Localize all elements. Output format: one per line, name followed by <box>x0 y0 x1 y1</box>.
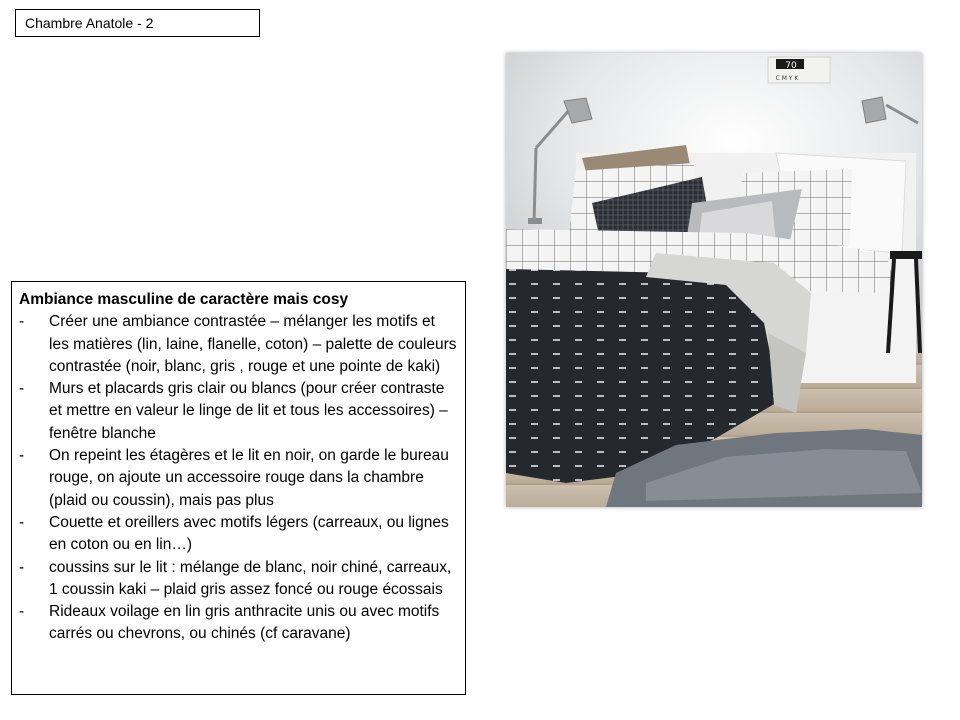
bullet-list <box>19 311 457 645</box>
wall-poster <box>768 57 830 83</box>
bedroom-photo <box>506 53 922 507</box>
bullet-text: Créer une ambiance contrastée – mélanger les motifs et les matières (lin, laine, flanelle, coton) – palette de couleurs contrastée (noir, blanc, gris , rouge et une pointe de kaki) <box>49 313 457 375</box>
bullet-text: Couette et oreillers avec motifs légers (carreaux, ou lignes en coton ou en lin…) <box>49 513 449 554</box>
list-item <box>19 557 457 602</box>
poster-letters: C M Y K <box>775 75 799 82</box>
slide-title: Chambre Anatole - 2 <box>15 9 260 37</box>
bullet-text: On repeint les étagères et le lit en noir, on garde le bureau rouge, on ajoute un accessoire rouge dans la chambre (plaid ou coussin), mais pas plus <box>49 447 449 509</box>
bullet-text: Murs et placards gris clair ou blancs (pour créer contraste et mettre en valeur le linge de lit et tous les accessoires) – fenêtre blanche <box>49 380 448 442</box>
bullet-dash: - <box>19 513 25 531</box>
list-item <box>19 601 457 646</box>
bullet-text: coussins sur le lit : mélange de blanc, noir chiné, carreaux, 1 coussin kaki – plaid gris assez foncé ou rouge écossais <box>49 558 452 598</box>
list-item <box>19 378 457 445</box>
list-item <box>19 311 457 378</box>
bullet-dash: - <box>19 558 25 576</box>
bullet-dash: - <box>19 447 25 465</box>
bullet-dash: - <box>19 313 25 331</box>
bullet-text: Rideaux voilage en lin gris anthracite unis ou avec motifs carrés ou chevrons, ou chinés (cf caravane) <box>49 603 440 643</box>
bullet-dash: - <box>19 380 25 398</box>
bullet-dash: - <box>19 603 25 621</box>
list-item <box>19 445 457 512</box>
list-item <box>19 512 457 557</box>
section-heading: Ambiance masculine de caractère mais cosy <box>19 291 349 308</box>
poster-number: 70 <box>785 61 797 71</box>
description-text-box <box>11 281 466 695</box>
